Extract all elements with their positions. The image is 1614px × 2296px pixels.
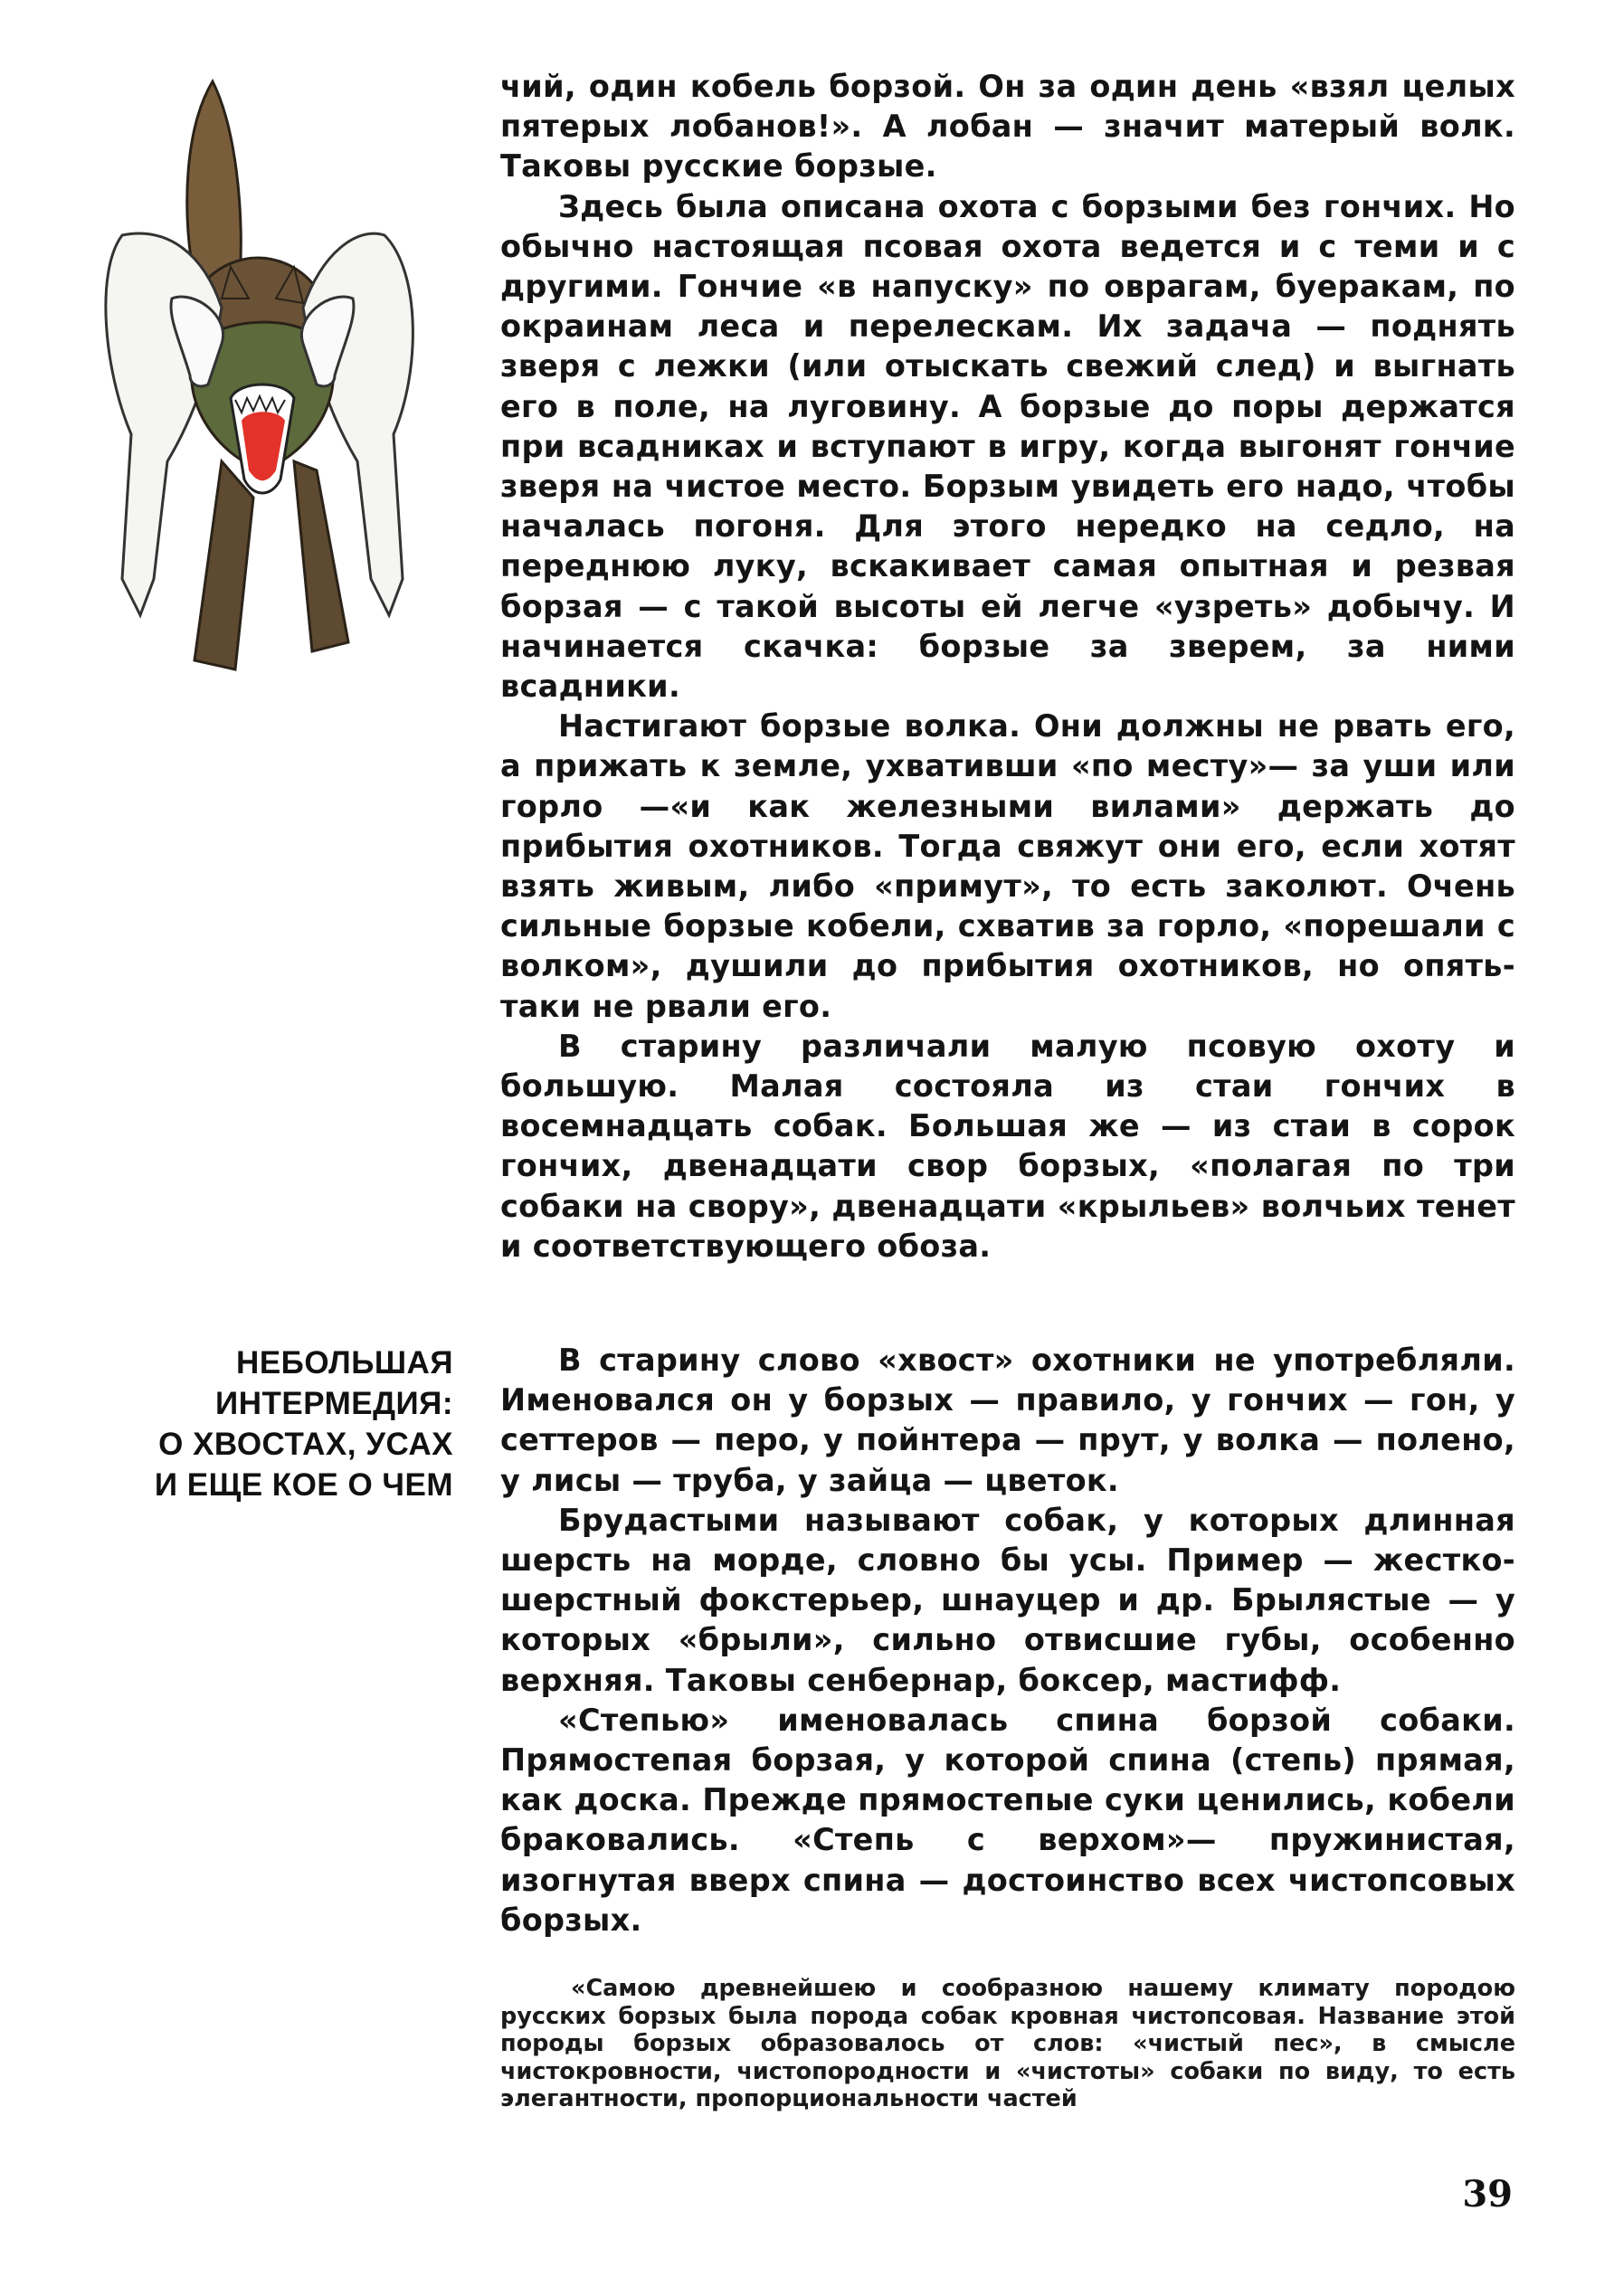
section-heading xyxy=(73,1342,453,1505)
paragraph: Брудастыми называют собак, у которых длинная шерсть на морде, словно бы усы. Пример — жестко-шерстный фокстерьер, шнауцер и др. Брылястые — у которых «брыли», сильно отвисшие губы, особенно верхняя. Таковы сенбернар, боксер, мастифф. xyxy=(500,1502,1515,1698)
heading-line: И ЕЩЕ КОЕ О ЧЕМ xyxy=(154,1467,453,1503)
heading-line: О ХВОСТАХ, УСАХ xyxy=(158,1427,453,1462)
paragraph: «Степью» именовалась спина борзой собаки. Прямостепая борзая, у которой спина (степь) прямая, как доска. Прежде прямостепые суки ценились, кобели браковались. «Степь с верхом»— пружинистая, изогнутая вверх спина — достоинство всех чистопсовых борзых. xyxy=(500,1702,1515,1938)
borzoi-wolf-illustration xyxy=(86,72,448,697)
block-quote: «Самою древнейшею и сообразною нашему климату породою русских борзых была порода собак кровная чистопсовая. Название этой породы борзых образовалось от слов: «чистый пес», в смысле чистокровности, чистопородности и «чистоты» собаки по виду, то есть элегантности, пропорциональности частей xyxy=(500,1975,1515,2112)
heading-line: ИНТЕРМЕДИЯ: xyxy=(215,1386,453,1421)
paragraph: Настигают борзые волка. Они должны не рвать его, а прижать к земле, ухвативши «по месту»— за уши или горло —«и как железными вилами» держать до прибытия охотников. Тогда свяжут они его, если хотят взять живым, либо «примут», то есть заколют. Очень сильные борзые кобели, схватив за горло, «порешали с волком», душили до прибытия охотников, но опять-таки не рвали его. xyxy=(500,708,1515,1024)
intermezzo-text-section xyxy=(500,1341,1515,1940)
paragraph: В старину различали малую псовую охоту и большую. Малая состояла из стаи гончих в восемнадцать собак. Большая же — из стаи в сорок гончих, двенадцати свор борзых, «полагая по три собаки на свору», двенадцати «крыльев» волчьих тенет и соответствующего обоза. xyxy=(500,1028,1515,1264)
heading-line: НЕБОЛЬШАЯ xyxy=(236,1345,453,1380)
paragraph: Здесь была описана охота с борзыми без гончих. Но обычно настоящая псовая охота ведется и с теми и с другими. Гончие «в напуску» по оврагам, буеракам, по окраинам леса и перелескам. Их задача — поднять зверя с лежки (или отыскать свежий след) и выгнать его в поле, на луговину. А борзые до поры держатся при всадниках и вступают в игру, когда выгонят гончие зверя на чистое место. Борзым увидеть его надо, чтобы началась погоня. Для этого нередко на седло, на переднюю луку, вскакивает самая опытная и резвая борзая — с такой высоты ей легче «узреть» добычу. И начинается скачка: борзые за зверем, за ними всадники. xyxy=(500,188,1515,705)
wolf-and-borzoi-icon xyxy=(86,72,448,697)
page-number: 39 xyxy=(1462,2173,1513,2215)
main-text-section xyxy=(500,67,1515,1267)
paragraph: чий, один кобель борзой. Он за один день «взял целых пятерых лобанов!». А лобан — значит матерый волк. Таковы русские борзые. xyxy=(500,69,1515,185)
paragraph: В старину слово «хвост» охотники не употребляли. Именовался он у борзых — правило, у гончих — гон, у сеттеров — перо, у пойнтера — прут, у волка — полено, у лисы — труба, у зайца — цветок. xyxy=(500,1342,1515,1498)
